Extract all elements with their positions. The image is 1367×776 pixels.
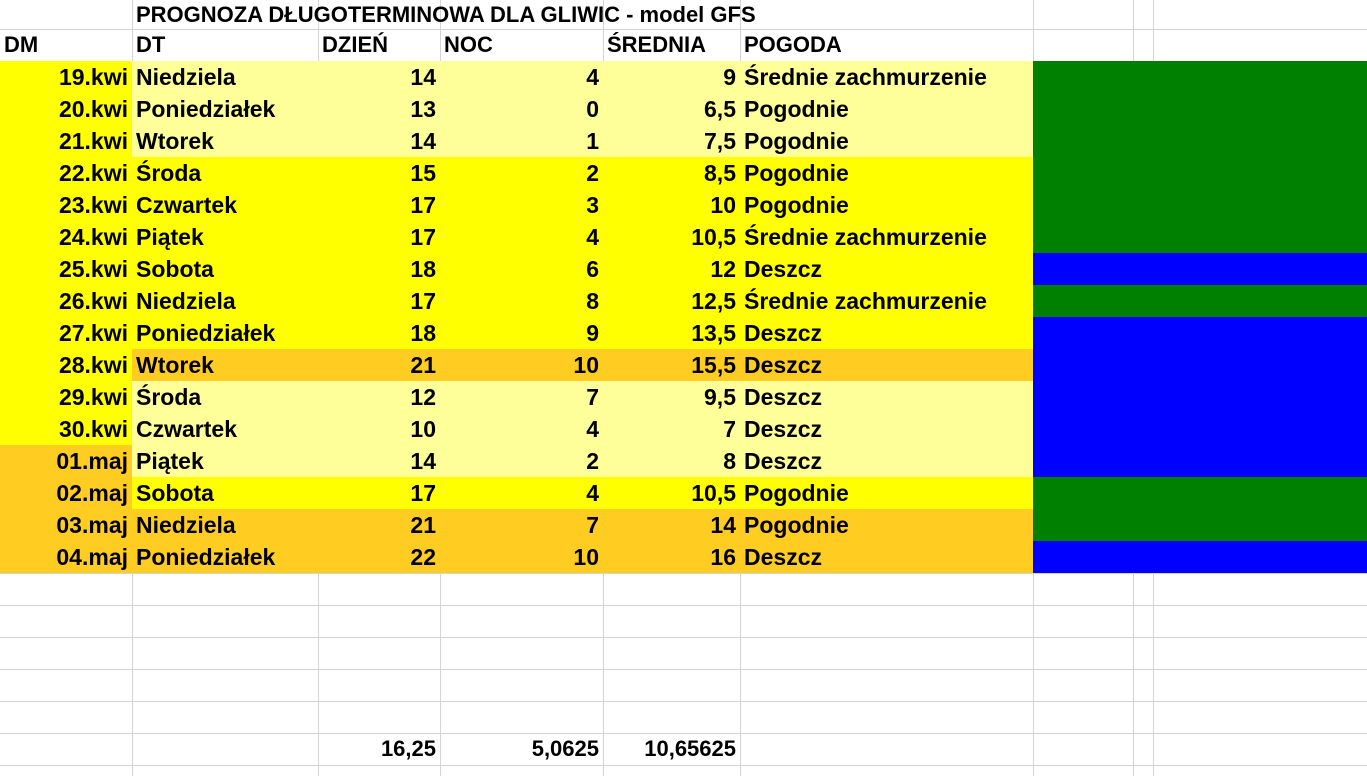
cell-dzien[interactable]: 10 [318,413,440,445]
cell-dm[interactable]: 24.kwi [0,221,132,253]
cell-pogoda[interactable]: Deszcz [740,413,1033,445]
cell-srednia[interactable]: 9,5 [603,381,740,413]
cell-pogoda[interactable]: Deszcz [740,349,1033,381]
cell-noc[interactable]: 6 [440,253,603,285]
table-row [0,61,1367,93]
weather-color-cell[interactable] [1033,413,1367,445]
table-row [0,221,1367,253]
cell-pogoda[interactable]: Deszcz [740,381,1033,413]
table-row [0,413,1367,445]
cell-srednia[interactable]: 10 [603,189,740,221]
cell-noc[interactable]: 2 [440,445,603,477]
cell-pogoda[interactable]: Średnie zachmurzenie [740,285,1033,317]
cell-noc[interactable]: 8 [440,285,603,317]
cell-dzien[interactable]: 17 [318,477,440,509]
cell-dt[interactable]: Piątek [132,221,318,253]
cell-noc[interactable]: 1 [440,125,603,157]
cell-pogoda[interactable]: Deszcz [740,445,1033,477]
cell-dzien[interactable]: 13 [318,93,440,125]
cell-dt[interactable]: Piątek [132,445,318,477]
cell-dm[interactable]: 27.kwi [0,317,132,349]
cell-dm[interactable]: 23.kwi [0,189,132,221]
cell-dzien[interactable]: 12 [318,381,440,413]
weather-color-cell[interactable] [1033,157,1367,189]
cell-pogoda[interactable]: Pogodnie [740,477,1033,509]
table-row [0,253,1367,285]
table-row [0,381,1367,413]
cell-pogoda[interactable]: Deszcz [740,317,1033,349]
cell-srednia[interactable]: 10,5 [603,477,740,509]
cell-pogoda[interactable]: Deszcz [740,541,1033,573]
gridline-horizontal [0,701,1367,702]
cell-dt[interactable]: Poniedziałek [132,541,318,573]
cell-srednia[interactable]: 8 [603,445,740,477]
cell-dm[interactable]: 01.maj [0,445,132,477]
cell-srednia[interactable]: 7 [603,413,740,445]
cell-noc[interactable]: 10 [440,541,603,573]
weather-color-cell[interactable] [1033,381,1367,413]
header-dzien[interactable]: DZIEŃ [322,32,388,57]
total-noc[interactable]: 5,0625 [531,736,599,761]
cell-dm[interactable]: 22.kwi [0,157,132,189]
cell-pogoda[interactable]: Pogodnie [740,93,1033,125]
table-row [0,349,1367,381]
weather-color-cell[interactable] [1033,317,1367,349]
cell-pogoda[interactable]: Pogodnie [740,125,1033,157]
table-row [0,477,1367,509]
total-srednia[interactable]: 10,65625 [644,736,736,761]
cell-dt[interactable]: Niedziela [132,61,318,93]
cell-noc[interactable]: 9 [440,317,603,349]
cell-dm[interactable]: 21.kwi [0,125,132,157]
table-row [0,445,1367,477]
cell-dt[interactable]: Czwartek [132,189,318,221]
cell-noc[interactable]: 4 [440,477,603,509]
table-row [0,125,1367,157]
cell-pogoda[interactable]: Pogodnie [740,509,1033,541]
cell-dzien[interactable]: 21 [318,509,440,541]
cell-noc[interactable]: 7 [440,509,603,541]
cell-pogoda[interactable]: Pogodnie [740,157,1033,189]
table-row [0,285,1367,317]
weather-color-cell[interactable] [1033,61,1367,93]
header-noc[interactable]: NOC [444,32,493,57]
cell-dt[interactable]: Poniedziałek [132,317,318,349]
cell-dm[interactable]: 20.kwi [0,93,132,125]
weather-color-cell[interactable] [1033,189,1367,221]
cell-dt[interactable]: Wtorek [132,125,318,157]
cell-srednia[interactable]: 16 [603,541,740,573]
cell-srednia[interactable]: 12 [603,253,740,285]
cell-noc[interactable]: 2 [440,157,603,189]
gridline-horizontal [0,573,1367,574]
cell-dzien[interactable]: 22 [318,541,440,573]
cell-pogoda[interactable]: Deszcz [740,253,1033,285]
cell-dzien[interactable]: 14 [318,445,440,477]
cell-pogoda[interactable]: Pogodnie [740,189,1033,221]
cell-dzien[interactable]: 14 [318,125,440,157]
cell-noc[interactable]: 4 [440,61,603,93]
weather-color-cell[interactable] [1033,541,1367,573]
sheet-title[interactable]: PROGNOZA DŁUGOTERMINOWA DLA GLIWIC - model GFS [136,2,756,27]
cell-dzien[interactable]: 18 [318,253,440,285]
cell-srednia[interactable]: 14 [603,509,740,541]
cell-srednia[interactable]: 8,5 [603,157,740,189]
cell-dt[interactable]: Czwartek [132,413,318,445]
cell-noc[interactable]: 0 [440,93,603,125]
cell-dt[interactable]: Niedziela [132,285,318,317]
table-row [0,509,1367,541]
cell-srednia[interactable]: 7,5 [603,125,740,157]
cell-dm[interactable]: 29.kwi [0,381,132,413]
cell-dm[interactable]: 02.maj [0,477,132,509]
table-row [0,93,1367,125]
cell-dt[interactable]: Środa [132,381,318,413]
cell-noc[interactable]: 3 [440,189,603,221]
weather-color-cell[interactable] [1033,285,1367,317]
cell-noc[interactable]: 7 [440,381,603,413]
cell-srednia[interactable]: 6,5 [603,93,740,125]
cell-dt[interactable]: Środa [132,157,318,189]
weather-color-cell[interactable] [1033,253,1367,285]
cell-dm[interactable]: 25.kwi [0,253,132,285]
header-dt[interactable]: DT [136,32,166,57]
cell-dzien[interactable]: 18 [318,317,440,349]
weather-color-cell[interactable] [1033,349,1367,381]
cell-dt[interactable]: Sobota [132,253,318,285]
weather-color-cell[interactable] [1033,125,1367,157]
table-row [0,157,1367,189]
cell-pogoda[interactable]: Średnie zachmurzenie [740,221,1033,253]
cell-dm[interactable]: 19.kwi [0,61,132,93]
cell-dzien[interactable]: 14 [318,61,440,93]
cell-dzien[interactable]: 17 [318,285,440,317]
cell-srednia[interactable]: 12,5 [603,285,740,317]
cell-dt[interactable]: Sobota [132,477,318,509]
cell-pogoda[interactable]: Średnie zachmurzenie [740,61,1033,93]
total-dzien[interactable]: 16,25 [380,736,436,761]
cell-dzien[interactable]: 17 [318,189,440,221]
gridline-horizontal [0,637,1367,638]
gridline-horizontal [0,669,1367,670]
cell-dm[interactable]: 28.kwi [0,349,132,381]
header-dm[interactable]: DM [4,32,39,57]
cell-dm[interactable]: 26.kwi [0,285,132,317]
cell-dzien[interactable]: 21 [318,349,440,381]
gridline-horizontal [0,605,1367,606]
cell-noc[interactable]: 4 [440,221,603,253]
cell-dm[interactable]: 03.maj [0,509,132,541]
header-srednia[interactable]: ŚREDNIA [607,32,707,57]
header-pogoda[interactable]: POGODA [744,32,842,57]
cell-dt[interactable]: Wtorek [132,349,318,381]
cell-dm[interactable]: 04.maj [0,541,132,573]
cell-dm[interactable]: 30.kwi [0,413,132,445]
cell-srednia[interactable]: 9 [603,61,740,93]
cell-srednia[interactable]: 15,5 [603,349,740,381]
weather-color-cell[interactable] [1033,221,1367,253]
table-row [0,317,1367,349]
table-row [0,541,1367,573]
table-row [0,189,1367,221]
cell-dzien[interactable]: 17 [318,221,440,253]
cell-srednia[interactable]: 13,5 [603,317,740,349]
cell-srednia[interactable]: 10,5 [603,221,740,253]
cell-dt[interactable]: Niedziela [132,509,318,541]
cell-dt[interactable]: Poniedziałek [132,93,318,125]
weather-color-cell[interactable] [1033,93,1367,125]
weather-color-cell[interactable] [1033,509,1367,541]
cell-noc[interactable]: 4 [440,413,603,445]
weather-color-cell[interactable] [1033,445,1367,477]
weather-color-cell[interactable] [1033,477,1367,509]
cell-noc[interactable]: 10 [440,349,603,381]
gridline-horizontal [0,765,1367,766]
cell-dzien[interactable]: 15 [318,157,440,189]
